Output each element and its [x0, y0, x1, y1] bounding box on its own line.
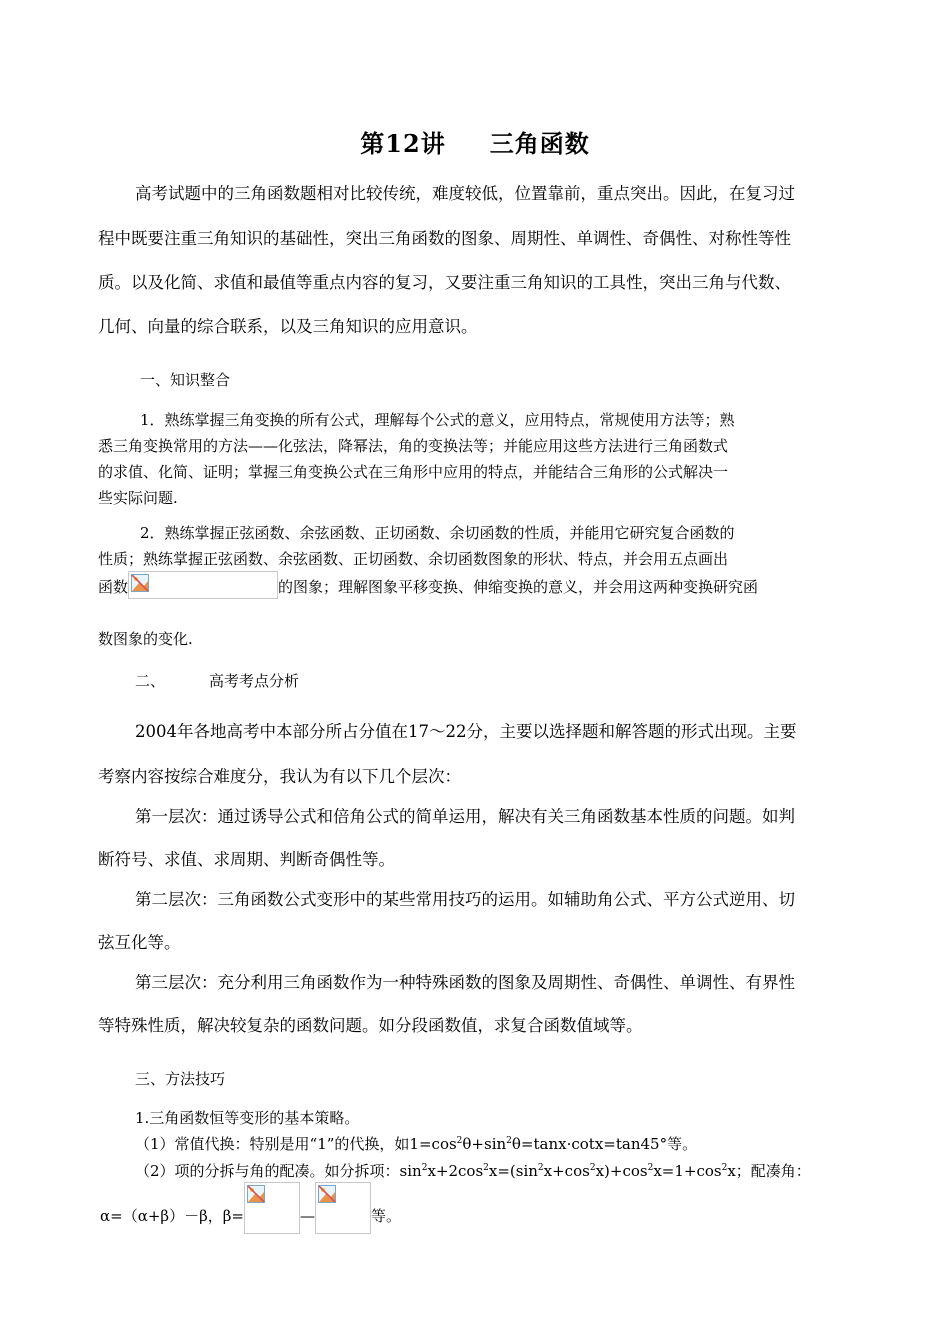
- intro-line: 质。以及化简、求值和最值等重点内容的复习，又要注重三角知识的工具性，突出三角与代数、: [98, 273, 791, 292]
- formula-image-placeholder: [128, 571, 278, 599]
- broken-image-icon: [318, 1185, 336, 1203]
- formula-image-placeholder: [244, 1182, 300, 1234]
- paragraph-line: 的求值、化简、证明；掌握三角变换公式在三角形中应用的特点，并能结合三角形的公式解决一: [98, 463, 729, 481]
- list-item: （2）项的分拆与角的配凑。如分拆项：$\sin^2x+2\cos^2x=(\sin^2x+\cos^2x)+\cos^2x=1+\cos^2x$；配凑角：: [135, 1162, 811, 1180]
- formula-line: α=（α+β）－β，β= — 等。: [100, 1200, 870, 1234]
- intro-line: 几何、向量的综合联系，以及三角知识的应用意识。: [98, 317, 478, 336]
- paragraph-line: 第二层次：三角函数公式变形中的某些常用技巧的运用。如辅助角公式、平方公式逆用、切: [135, 890, 795, 909]
- paragraph-line: 2004年各地高考中本部分所占分值在17～22分，主要以选择题和解答题的形式出现。主要: [135, 722, 797, 741]
- section-heading: 一、知识整合: [140, 371, 231, 389]
- list-item: 1.三角函数恒等变形的基本策略。: [135, 1109, 360, 1127]
- intro-line: 高考试题中的三角函数题相对比较传统，难度较低，位置靠前，重点突出。因此，在复习过: [135, 184, 795, 203]
- paragraph-line: 第一层次：通过诱导公式和倍角公式的简单运用，解决有关三角函数基本性质的问题。如判: [135, 807, 795, 826]
- paragraph-line: 悉三角变换常用的方法——化弦法，降幂法，角的变换法等；并能应用这些方法进行三角函数式: [98, 437, 729, 455]
- paragraph-line: 函数 的图象；理解图象平移变换、伸缩变换的意义，并会用这两种变换研究函: [98, 576, 868, 599]
- formula-image-placeholder: [315, 1182, 371, 1234]
- list-item: （1）常值代换：特别是用“1”的代换，如$1=\cos^2\theta+\sin^2\theta=\tan x\cdot\cot x=\tan 45^\circ$等。: [135, 1135, 698, 1153]
- paragraph-line: 弦互化等。: [98, 933, 181, 952]
- section-heading: 三、方法技巧: [135, 1070, 226, 1088]
- paragraph-line: 2．熟练掌握正弦函数、余弦函数、正切函数、余切函数的性质，并能用它研究复合函数的: [140, 524, 735, 542]
- paragraph-line: 性质；熟练掌握正弦函数、余弦函数、正切函数、余切函数图象的形状、特点，并会用五点画出: [98, 550, 729, 568]
- intro-line: 程中既要注重三角知识的基础性，突出三角函数的图象、周期性、单调性、奇偶性、对称性等性: [98, 229, 791, 248]
- paragraph-line: 1．熟练掌握三角变换的所有公式，理解每个公式的意义，应用特点，常规使用方法等；熟: [140, 411, 735, 429]
- paragraph-line: 数图象的变化.: [98, 630, 193, 648]
- broken-image-icon: [247, 1185, 265, 1203]
- paragraph-line: 断符号、求值、求周期、判断奇偶性等。: [98, 850, 395, 869]
- paragraph-line: 些实际问题.: [98, 489, 178, 507]
- title-lecture: 第12讲: [360, 129, 446, 158]
- title-topic: 三角函数: [489, 129, 590, 158]
- page-title: [0, 124, 950, 159]
- paragraph-line: 等特殊性质，解决较复杂的函数问题。如分段函数值，求复合函数值域等。: [98, 1016, 643, 1035]
- paragraph-line: 考察内容按综合难度分，我认为有以下几个层次：: [98, 767, 461, 786]
- paragraph-line: 第三层次：充分利用三角函数作为一种特殊函数的图象及周期性、奇偶性、单调性、有界性: [135, 973, 795, 992]
- section-heading: 二、 高考考点分析: [135, 672, 300, 690]
- broken-image-icon: [131, 574, 149, 592]
